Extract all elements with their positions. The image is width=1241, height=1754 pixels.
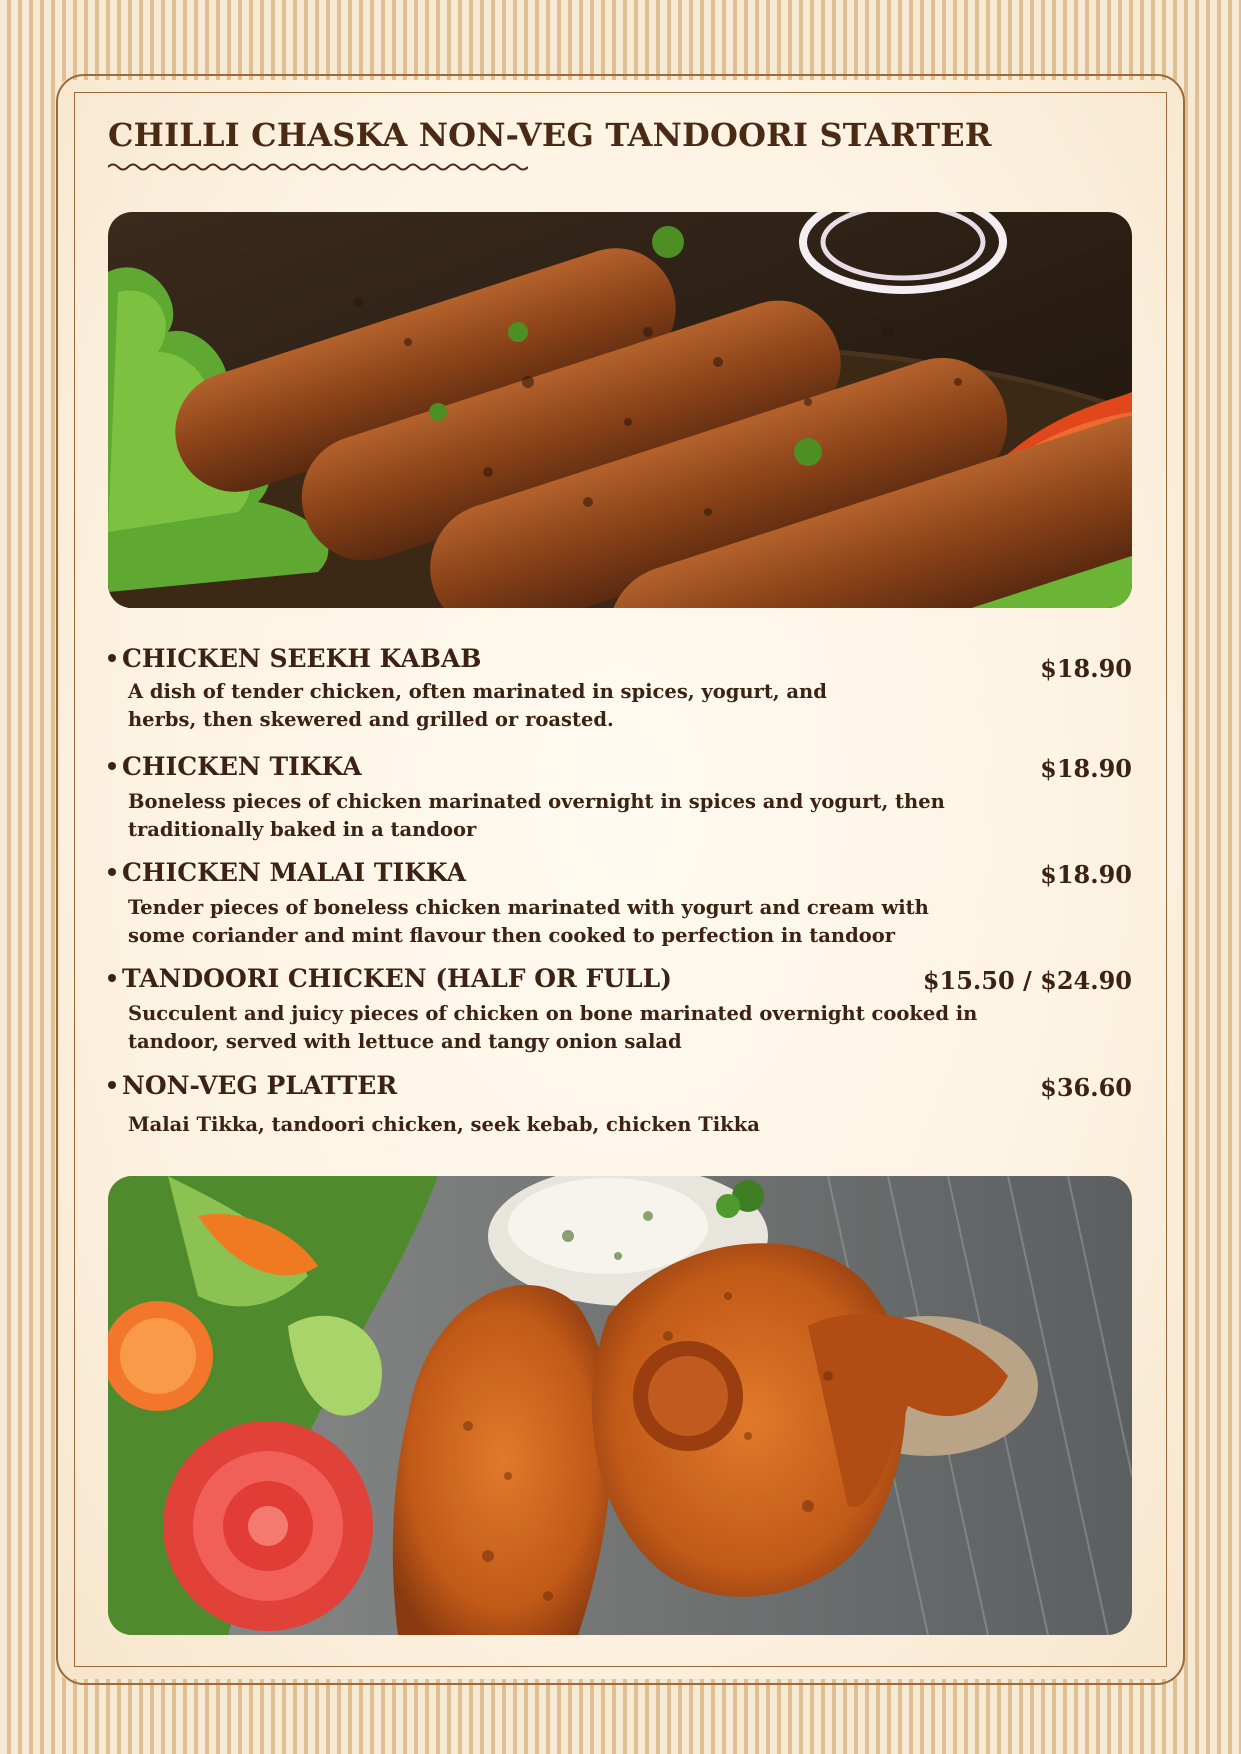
wavy-underline-icon <box>108 160 528 174</box>
item-description: Malai Tikka, tandoori chicken, seek kebab, chicken Tikka <box>128 1113 760 1136</box>
bullet-dot-icon <box>108 974 116 982</box>
item-name: TANDOORI CHICKEN (HALF OR FULL) <box>122 964 673 993</box>
bullet-dot-icon <box>108 1081 116 1089</box>
item-name: CHICKEN SEEKH KABAB <box>122 644 482 673</box>
item-description: Succulent and juicy pieces of chicken on bone marinated overnight cooked in tandoor, served with lettuce and tangy onion salad <box>128 1002 978 1053</box>
item-price: $36.60 <box>1040 1073 1132 1102</box>
bullet-dot-icon <box>108 868 116 876</box>
item-price: $18.90 <box>1040 654 1132 683</box>
item-description: Boneless pieces of chicken marinated overnight in spices and yogurt, then traditionally baked in a tandoor <box>128 790 945 841</box>
item-name: CHICKEN MALAI TIKKA <box>122 858 467 887</box>
item-description: Tender pieces of boneless chicken marinated with yogurt and cream with some coriander and mint flavour then cooked to perfection in tandoor <box>128 896 929 947</box>
item-description: A dish of tender chicken, often marinated in spices, yogurt, and herbs, then skewered and grilled or roasted. <box>128 680 827 731</box>
item-price: $15.50 / $24.90 <box>922 966 1132 995</box>
menu-title: CHILLI CHASKA NON-VEG TANDOORI STARTER <box>108 116 992 154</box>
tandoori-platter-photo <box>108 1176 1132 1635</box>
bullet-dot-icon <box>108 654 116 662</box>
item-price: $18.90 <box>1040 754 1132 783</box>
item-price: $18.90 <box>1040 860 1132 889</box>
seekh-kabab-photo <box>108 212 1132 608</box>
bullet-dot-icon <box>108 762 116 770</box>
item-name: CHICKEN TIKKA <box>122 752 362 781</box>
item-name: NON-VEG PLATTER <box>122 1071 398 1100</box>
